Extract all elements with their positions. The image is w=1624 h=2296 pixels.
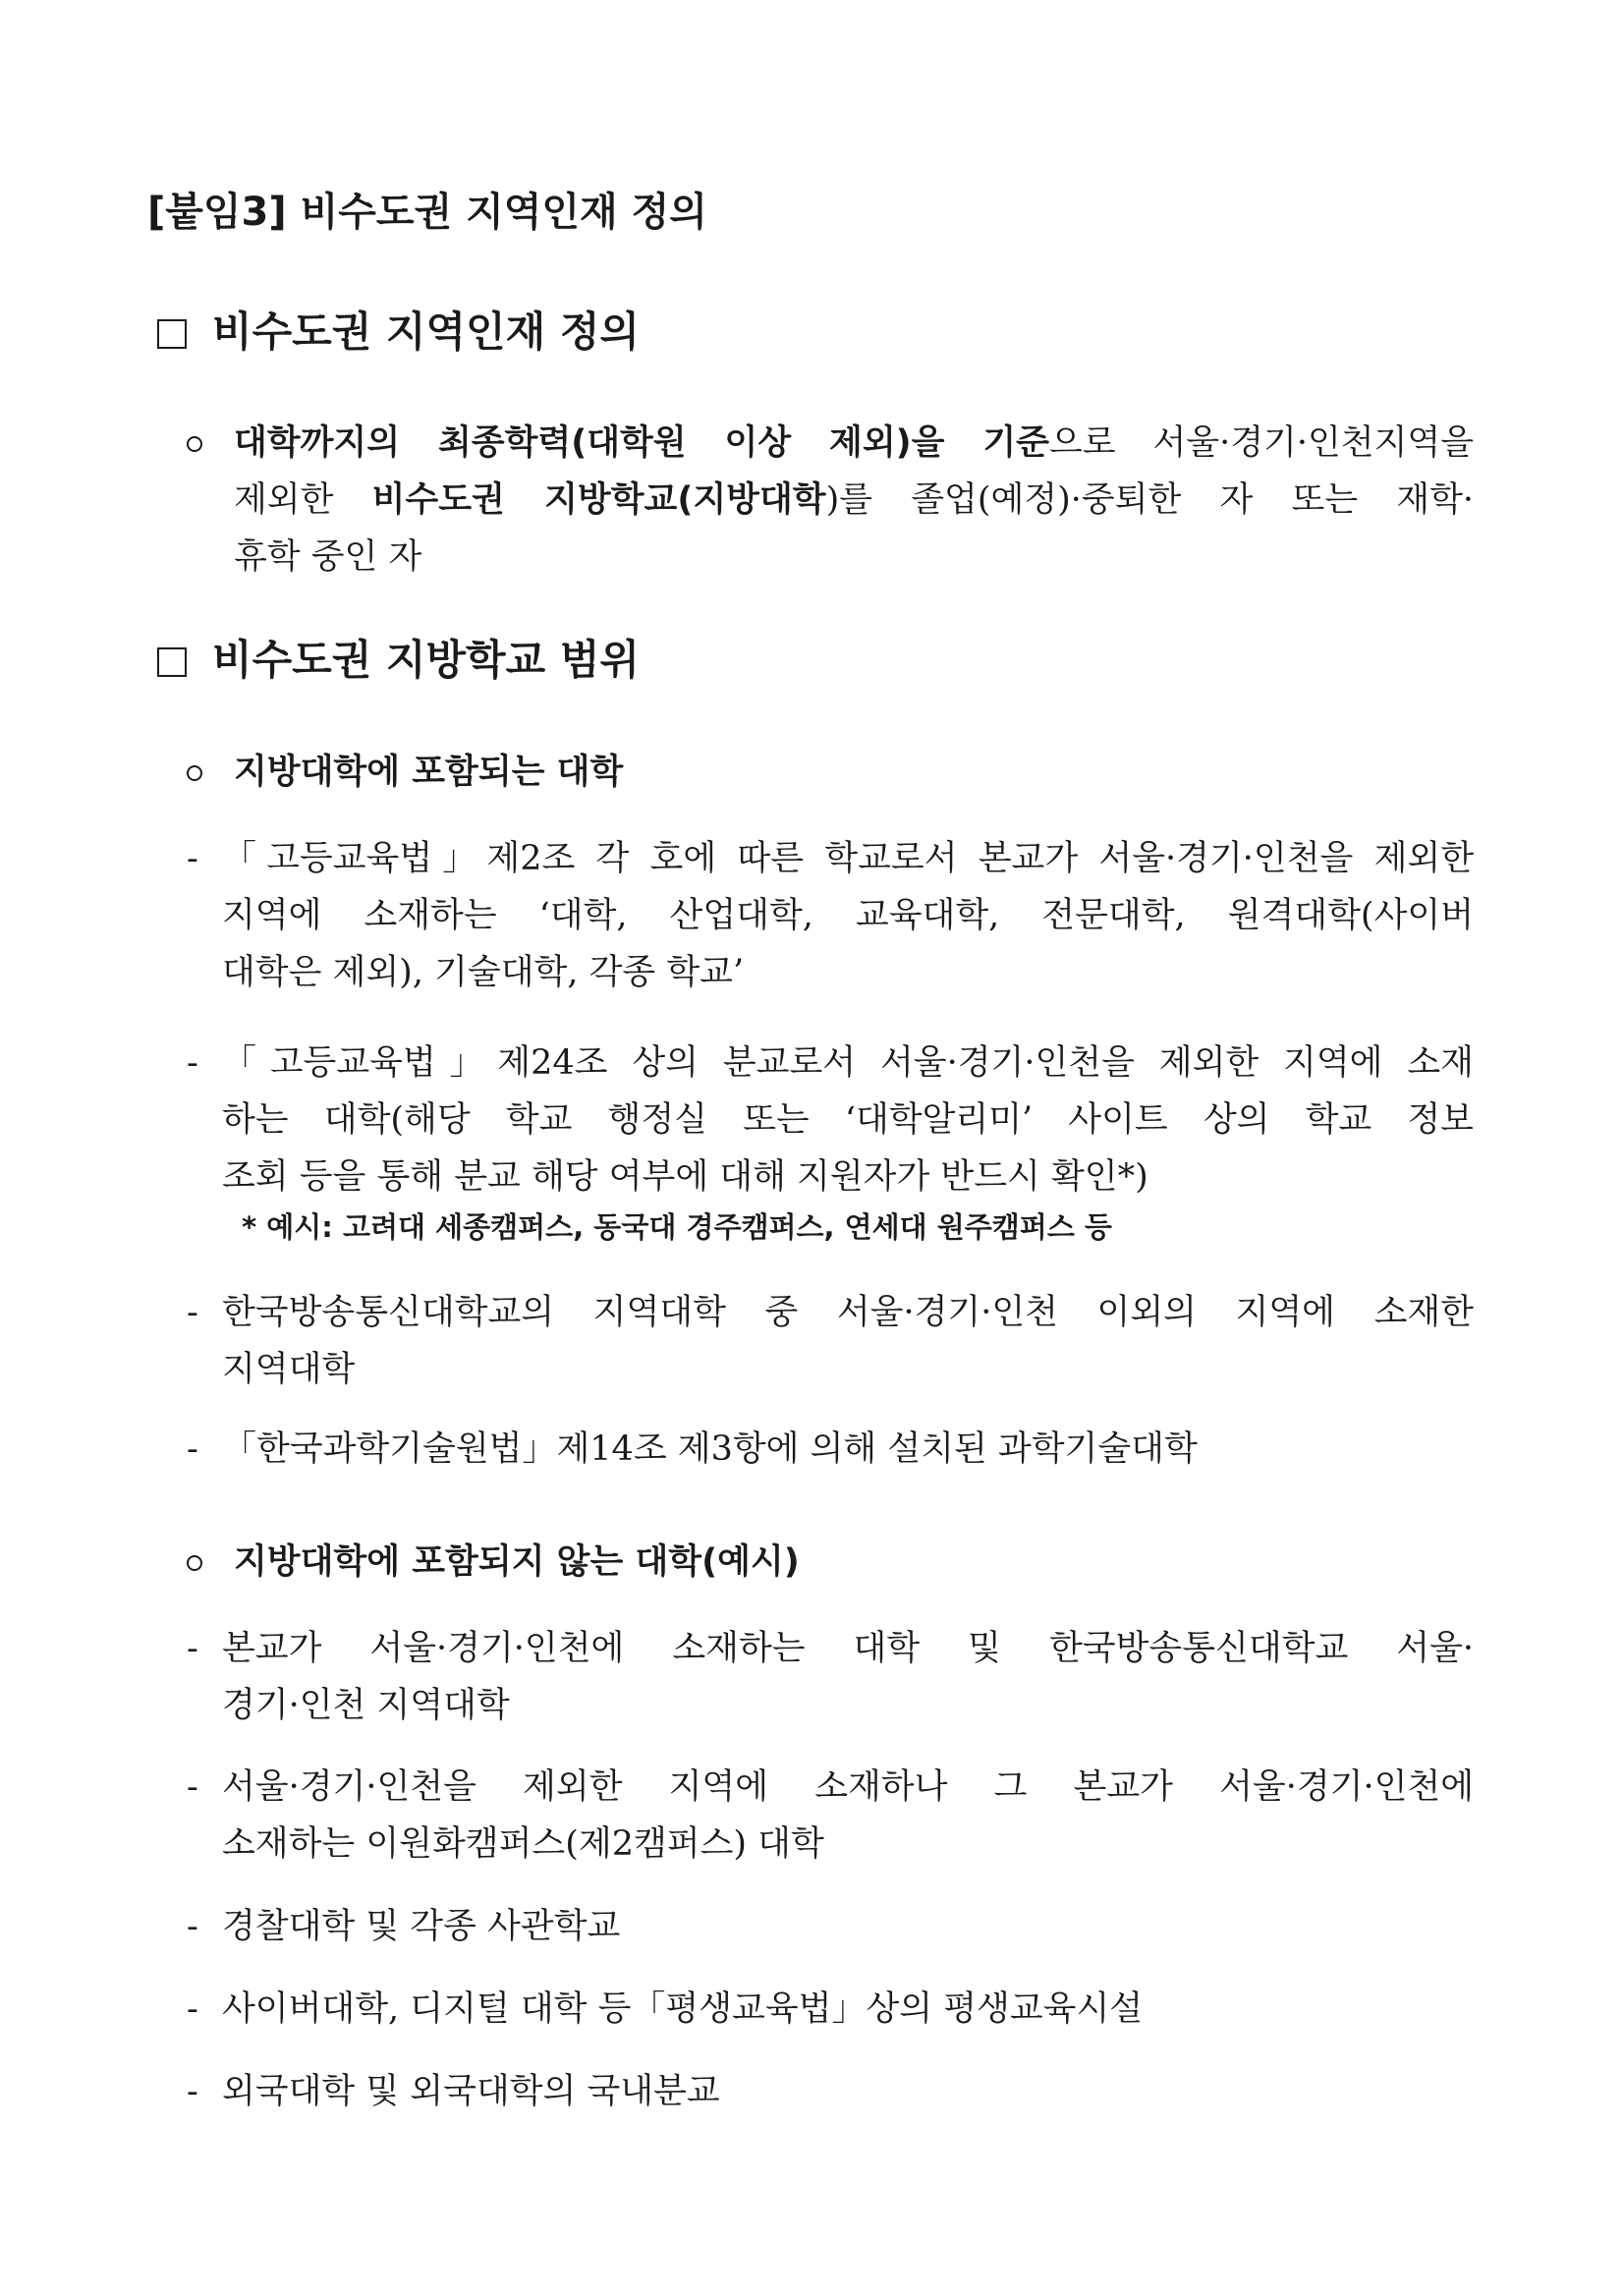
included-heading — [187, 744, 1071, 801]
included-heading-text: 지방대학에 포함되는 대학 — [234, 753, 624, 792]
list-item-text: 외국대학 및 외국대학의 국내분교 — [222, 2072, 720, 2111]
circle-bullet-icon — [187, 1555, 202, 1571]
dash-bullet: - — [187, 1907, 198, 1946]
list-item-text: 경찰대학 및 각종 사관학교 — [222, 1907, 621, 1946]
dash-bullet: - — [187, 1989, 198, 2029]
section-heading-text: 비수도권 지방학교 범위 — [212, 636, 640, 684]
dash-bullet: - — [187, 2072, 198, 2111]
checkbox-square-icon — [157, 647, 187, 677]
section-heading-scope — [157, 632, 640, 689]
list-item-text: 한국방송통신대학교의 지역대학 중 서울·경기·인천 이외의 지역에 소재한 지역대학 — [222, 1293, 1474, 1389]
section-heading-definition — [157, 304, 640, 361]
list-item-text: 서울·경기·인천을 제외한 지역에 소재하나 그 본교가 서울·경기·인천에 소재하는 이원화캠퍼스(제2캠퍼스) 대학 — [222, 1767, 1474, 1864]
definition-text-end: 휴학 중인 자 — [234, 537, 422, 577]
dash-bullet: - — [187, 839, 198, 878]
list-item-text: 「고등교육법」제2조 각 호에 따른 학교로서 본교가 서울·경기·인천을 제외한 지역에 소재하는 ‘대학, 산업대학, 교육대학, 전문대학, 원격대학(사이버 대학은 제외), 기술대학, 각종 학교’ — [222, 839, 1474, 992]
circle-bullet-icon — [187, 436, 202, 452]
definition-text-suffix: )를 졸업(예정)·중퇴한 자 또는 재학· — [825, 480, 1474, 520]
list-item-text: 「고등교육법」제24조 상의 분교로서 서울·경기·인천을 제외한 지역에 소재 하는 대학(해당 학교 행정실 또는 ‘대학알리미’ 사이트 상의 학교 정보 조회 등을 통해 분교 해당 여부에 대해 지원자가 반드시 확인*) — [222, 1043, 1474, 1197]
circle-bullet-icon — [187, 765, 202, 781]
list-item-text: 사이버대학, 디지털 대학 등「평생교육법」상의 평생교육시설 — [222, 1989, 1144, 2029]
list-item-text: 「한국과학기술원법」제14조 제3항에 의해 설치된 과학기술대학 — [222, 1429, 1198, 1469]
checkbox-square-icon — [157, 319, 187, 349]
dash-bullet: - — [187, 1043, 198, 1083]
dash-bullet: - — [187, 1767, 198, 1807]
definition-text-rest: 으로 서울·경기·인천지역을 — [1049, 423, 1475, 463]
list-item-text: 본교가 서울·경기·인천에 소재하는 대학 및 한국방송통신대학교 서울· 경기·인천 지역대학 — [222, 1629, 1474, 1725]
page-title: [붙임3] 비수도권 지역인재 정의 — [147, 190, 707, 235]
definition-bold-region: 비수도권 지방학교(지방대학 — [371, 480, 826, 520]
excluded-heading-text: 지방대학에 포함되지 않는 대학(예시) — [234, 1542, 800, 1582]
dash-bullet: - — [187, 1429, 198, 1469]
definition-bold-criteria: 대학까지의 최종학력(대학원 이상 제외)을 기준 — [234, 423, 1049, 463]
dash-bullet: - — [187, 1629, 198, 1668]
dash-bullet: - — [187, 1293, 198, 1332]
section-heading-text: 비수도권 지역인재 정의 — [212, 308, 640, 356]
definition-bullet — [187, 415, 1493, 591]
excluded-heading — [187, 1534, 1169, 1591]
definition-text-prefix: 제외한 — [234, 480, 372, 520]
definition-text — [234, 415, 1474, 586]
example-note: * 예시: 고려대 세종캠퍼스, 동국대 경주캠퍼스, 연세대 원주캠퍼스 등 — [242, 1210, 1112, 1244]
